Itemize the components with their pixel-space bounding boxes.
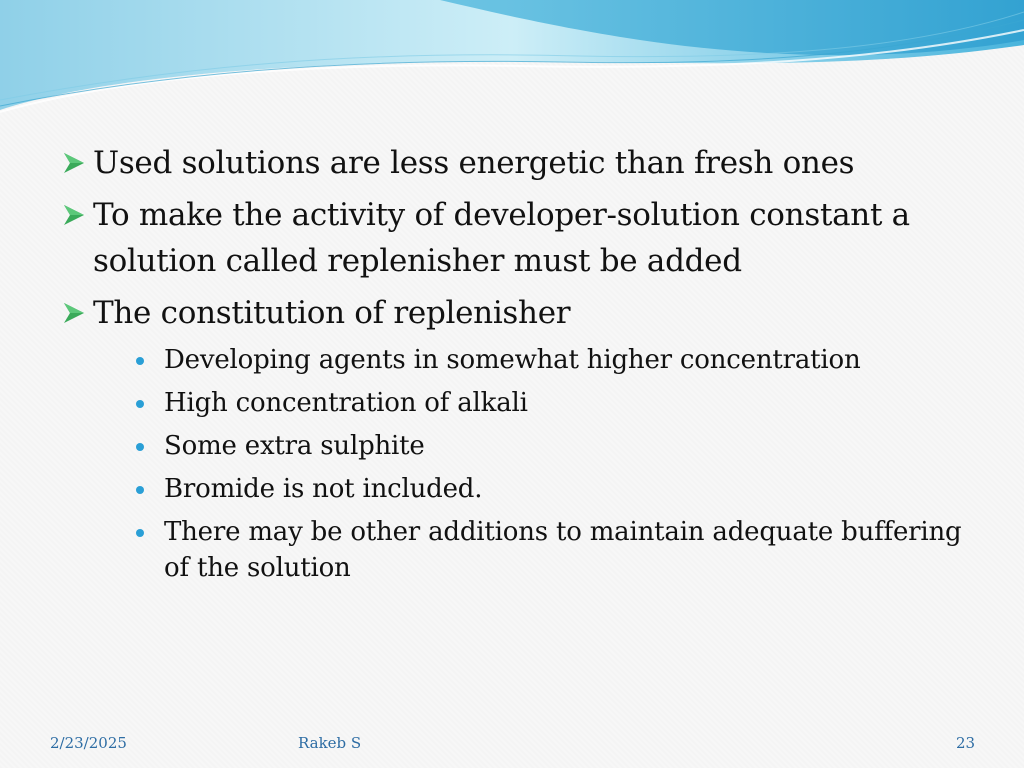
arrow-bullet-icon [62,203,88,227]
header-wave-decoration [0,0,1024,120]
footer-date: 2/23/2025 [50,734,127,752]
sub-bullet-text: There may be other additions to maintain adequate buffering of the solution [164,517,962,583]
bullet-point [62,140,962,186]
dot-bullet-icon [136,400,144,408]
footer-author: Rakeb S [298,734,362,752]
dot-bullet-icon [136,486,144,494]
sub-bullet-item [164,514,962,586]
bullet-text: The constitution of replenisher [93,295,571,331]
bullet-point [62,192,962,284]
slide-number: 23 [956,734,976,752]
slide-content [62,140,962,593]
bullet-point [62,290,962,336]
sub-bullet-text: Developing agents in somewhat higher concentration [164,345,861,375]
arrow-bullet-icon [62,301,88,325]
dot-bullet-icon [136,529,144,537]
sub-bullet-item [164,385,962,421]
sub-bullet-text: Bromide is not included. [164,474,483,504]
arrow-bullet-icon [62,151,88,175]
sub-bullet-item [164,342,962,378]
dot-bullet-icon [136,357,144,365]
sub-bullet-list [62,342,962,586]
bullet-text: Used solutions are less energetic than fresh ones [93,145,855,181]
sub-bullet-item [164,428,962,464]
sub-bullet-text: High concentration of alkali [164,388,528,418]
sub-bullet-item [164,471,962,507]
dot-bullet-icon [136,443,144,451]
bullet-text: To make the activity of developer-solution constant a solution called replenisher must be added [93,197,910,279]
sub-bullet-text: Some extra sulphite [164,431,425,461]
